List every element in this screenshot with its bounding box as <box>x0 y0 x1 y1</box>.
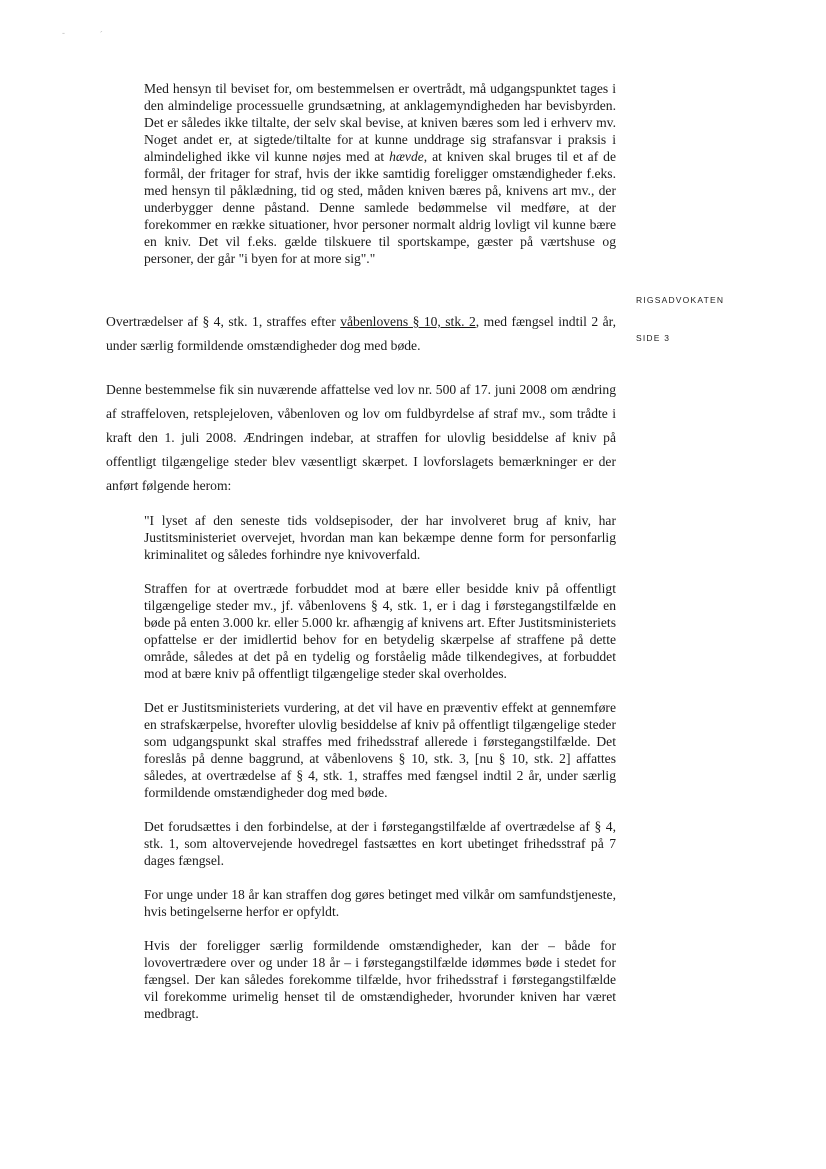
quote-paragraph: Hvis der foreligger særlig formildende omstændigheder, kan der – både for lovovertrædere over og under 18 år – i førstegangstilfælde idømmes bøde i stedet for fængsel. Der kan således forekomme tilfælde, hvor frihedsstraf i førstegangstilfælde vil forekomme urimelig henset til de omstændigheder, hvorunder kniven har været medbragt. <box>144 938 616 1021</box>
page-number: SIDE 3 <box>636 333 671 343</box>
quote-paragraph: Det forudsættes i den forbindelse, at der i førstegangstilfælde af overtrædelse af § 4, stk. 1, som altovervejende hovedregel fastsættes en kort ubetinget frihedsstraf på 7 dages fængsel. <box>144 819 616 868</box>
quote-paragraph: "I lyset af den seneste tids voldsepisoder, der har involveret brug af kniv, har Justitsministeriet overvejet, hvordan man kan bekæmpe denne form for personfarlig kriminalitet og således forhindre nye knivoverfald. <box>144 513 616 562</box>
quote-paragraph: Det er Justitsministeriets vurdering, at det vil have en præventiv effekt at gennemføre en strafskærpelse, hvorefter ulovlig besiddelse af kniv på offentligt tilgængelige steder som udgangspunkt skal straffes med frihedsstraf allerede i førstegangstilfælde. Det foreslås på denne baggrund, at våbenlovens § 10, stk. 3, [nu § 10, stk. 2] affattes således, at overtrædelse af § 4, stk. 1, straffes med fængsel indtil 2 år, under særlig formildende omstændigheder dog med bøde. <box>144 700 616 800</box>
agency-name: RIGSADVOKATEN <box>636 295 725 305</box>
scan-mark: ´ <box>100 30 103 40</box>
body-paragraph-amendment: Denne bestemmelse fik sin nuværende affattelse ved lov nr. 500 af 17. juni 2008 om ændring af straffeloven, retsplejeloven, våbenloven og lov om fuldbyrdelse af straf mv., som trådte i kraft den 1. juli 2008. Ændringen indebar, at straffen for ulovlig besiddelse af kniv på offentligt tilgængelige steder blev væsentligt skærpet. I lovforslagets bemærkninger er der anført følgende herom: <box>106 382 616 493</box>
quote-paragraph: For unge under 18 år kan straffen dog gøres betinget med vilkår om samfundstjeneste, hvis betingelserne herfor er opfyldt. <box>144 887 616 919</box>
block-quote-evidence <box>144 80 616 267</box>
scan-mark: - <box>62 28 65 38</box>
body-paragraph-penalty: Overtrædelser af § 4, stk. 1, straffes efter våbenlovens § 10, stk. 2, med fængsel indtil 2 år, under særlig formildende omstændigheder dog med bøde. <box>106 314 616 353</box>
block-quote-bill-remarks <box>144 512 616 1022</box>
law-reference-link[interactable]: våbenlovens § 10, stk. 2 <box>340 314 476 329</box>
quote-paragraph: Straffen for at overtræde forbuddet mod at bære eller besidde kniv på offentligt tilgængelige steder mv., jf. våbenlovens § 4, stk. 1, er i dag i førstegangstilfælde en bøde på enten 3.000 kr. eller 5.000 kr. afhængig af knivens art. Efter Justitsministeriets opfattelse er der imidlertid behov for en betydelig skærpelse af straffene på dette område, således at det på en tydelig og forståelig måde tilkendegives, at forbuddet mod at bære kniv på offentligt tilgængelige steder skal overholdes. <box>144 581 616 681</box>
emphasis-word: hævde <box>389 149 424 164</box>
quote-paragraph: Med hensyn til beviset for, om bestemmelsen er overtrådt, må udgangspunktet tages i den almindelige processuelle grundsætning, at anklagemyndigheden har bevisbyrden. Det er således ikke tiltalte, der selv skal bevise, at kniven bæres som led i erhverv mv. Noget andet er, at sigtede/tiltalte for at kunne unddrage sig strafansvar i praksis i almindelighed ikke vil kunne nøjes med at hævde, at kniven skal bruges til et af de formål, der fritager for straf, hvis der ikke samtidig foreligger omstændigheder f.eks. med hensyn til påklædning, tid og sted, måden kniven bæres på, knivens art mv., der underbygger denne påstand. Denne samlede bedømmelse vil medføre, at der forekommer en række situationer, hvor personer normalt aldrig lovligt vil kunne bære en kniv. Det vil f.eks. gælde tilskuere til sportskampe, gæster på værtshuse og personer, der går "i byen for at more sig"." <box>144 81 616 266</box>
